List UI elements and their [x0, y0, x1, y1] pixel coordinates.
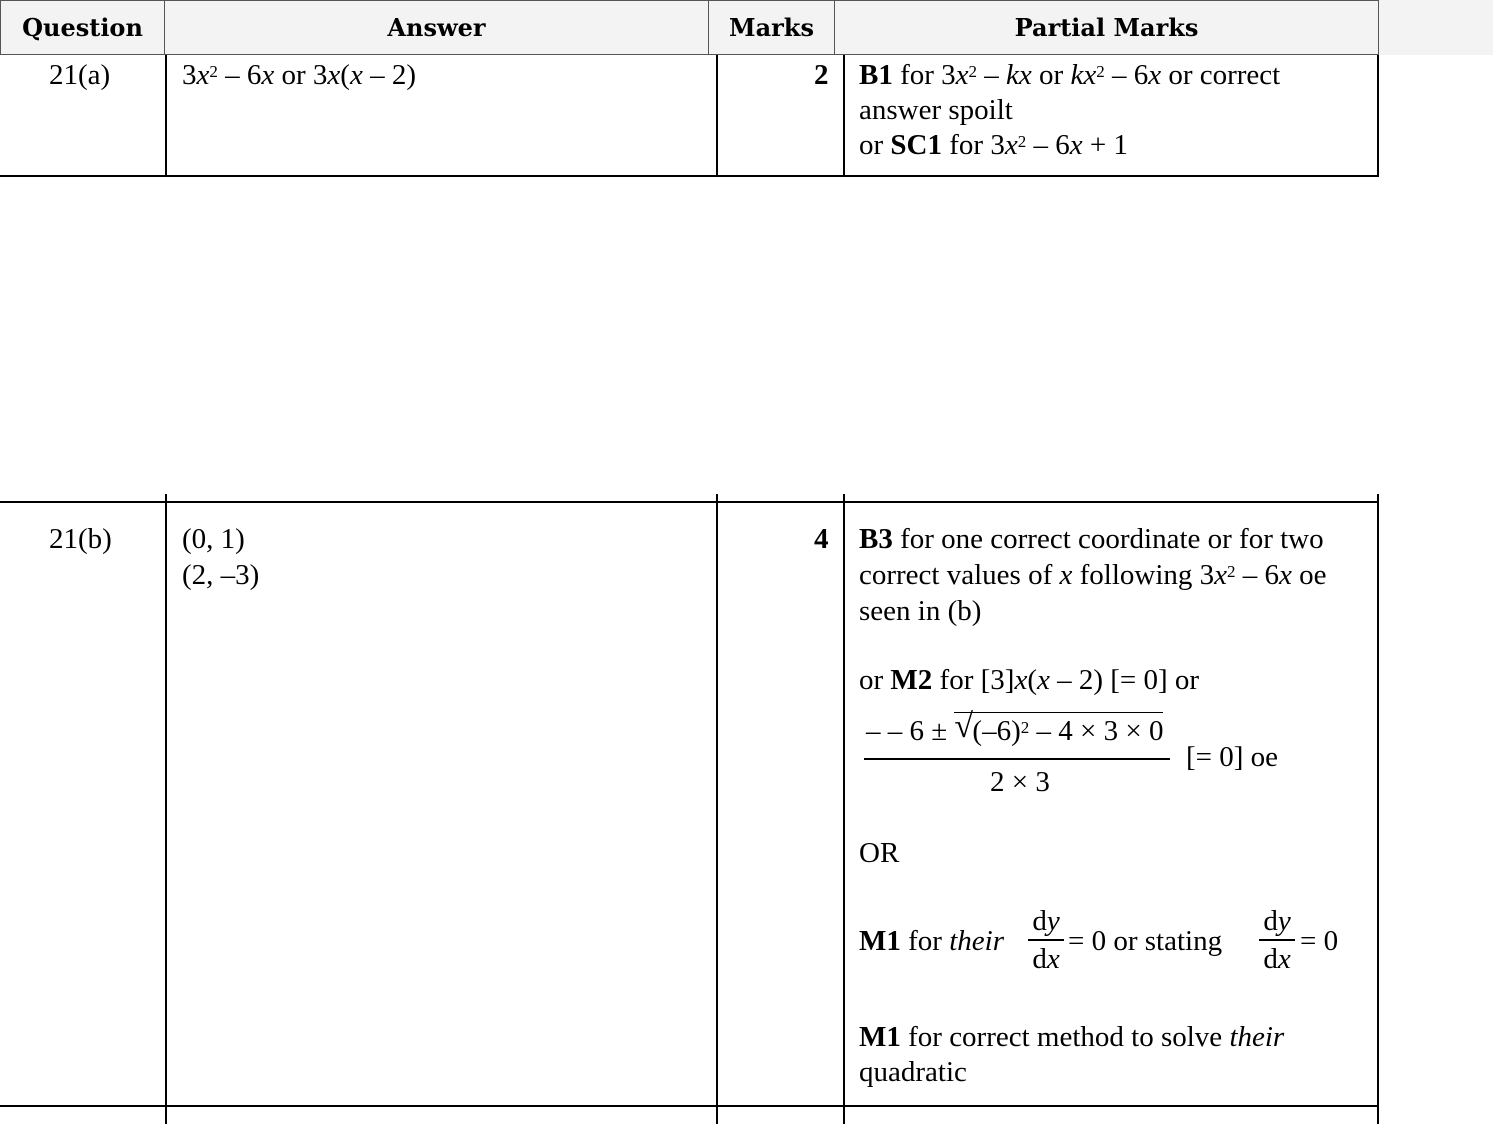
formula-denominator: 2 × 3 — [990, 766, 1050, 798]
row-a-divider-2 — [716, 55, 718, 177]
row-a-partial-line1: B1 for $3x^2$ – kx or $kx^2 - 6x$ or correct — [859, 59, 1281, 91]
header-question-label: Question — [22, 13, 143, 42]
next-row-divider-2 — [716, 1106, 718, 1124]
row-b-m1a-start: M1 for their — [859, 925, 1004, 957]
header-partial-marks — [834, 0, 1379, 55]
row-b-answer-line1: (0, 1) — [182, 523, 245, 555]
formula-tail: [= 0] oe — [1186, 741, 1279, 773]
row-b-m1a-end: = 0 — [1300, 925, 1339, 957]
row-a-marks: 2 — [814, 59, 829, 91]
next-row-right-border — [1377, 1106, 1379, 1124]
row-b-m2-line: or M2 for [3]x(x – 2) [= 0] or — [859, 664, 1200, 696]
row-a-right-border — [1377, 55, 1379, 177]
row-b-divider-1 — [165, 494, 167, 1124]
header-answer — [164, 0, 709, 55]
header-marks-label: Marks — [729, 13, 814, 42]
row-b-b3-line1: B3 for one correct coordinate or for two — [859, 523, 1324, 555]
dydx-fraction-1: dy dx — [1028, 906, 1064, 974]
row-a-answer: $3x^2 - 6x$ or 3x(x – 2) — [182, 59, 417, 91]
header-marks — [708, 0, 835, 55]
row-a-partial-line3: or SC1 for $3x^2 - 6x + 1$ — [859, 129, 1128, 161]
row-a-divider-1 — [165, 55, 167, 177]
header-answer-label: Answer — [387, 13, 486, 42]
row-b-divider-3 — [843, 494, 845, 1124]
or-separator: OR — [859, 837, 900, 869]
row-b-question: 21(b) — [49, 523, 112, 555]
formula-fraction-bar — [864, 758, 1170, 760]
row-b-bottom-border — [0, 1105, 1379, 1107]
row-b-marks: 4 — [814, 523, 829, 555]
row-a-divider-3 — [843, 55, 845, 177]
row-a-bottom-border — [0, 175, 1379, 177]
row-b-right-border — [1377, 494, 1379, 1124]
row-b-answer-line2: (2, –3) — [182, 559, 260, 591]
header-question — [0, 0, 165, 55]
next-row-divider-3 — [843, 1106, 845, 1124]
header-partial-label: Partial Marks — [1014, 13, 1199, 42]
row-b-b3-line3: seen in (b) — [859, 595, 982, 627]
row-b-top-border — [0, 501, 1379, 503]
row-b-b3-line2: correct values of x following $3x^2 - 6x$ oe — [859, 559, 1327, 591]
row-b-divider-2 — [716, 494, 718, 1124]
square-root: √ $(-6)^2 - 4 \times 3 \times 0$ — [954, 708, 1164, 747]
row-b-m1a-middle: = 0 or stating — [1068, 925, 1223, 957]
row-a-question: 21(a) — [49, 59, 111, 91]
formula-numerator: – – 6 ± √ $(-6)^2 - 4 \times 3 \times 0$ — [866, 708, 1164, 747]
row-b-m1b-line2: quadratic — [859, 1056, 967, 1088]
row-a-partial-line2: answer spoilt — [859, 94, 1013, 126]
dydx-fraction-2: dy dx — [1259, 906, 1295, 974]
radical-sign-icon: √ — [954, 708, 974, 745]
next-row-divider-1 — [165, 1106, 167, 1124]
row-b-m1b-line1: M1 for correct method to solve their — [859, 1021, 1285, 1053]
